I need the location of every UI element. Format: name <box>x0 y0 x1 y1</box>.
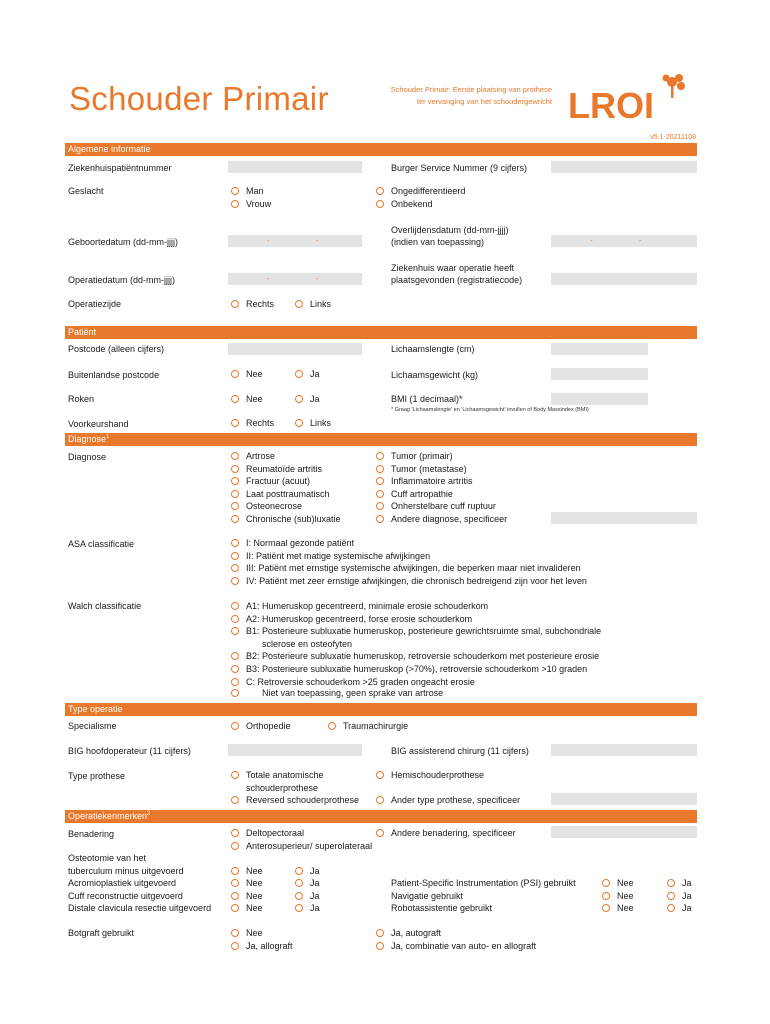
diagnose-option-chronische-subluxatie[interactable]: Chronische (sub)luxatie <box>231 513 341 526</box>
botgraft-option-nee[interactable]: Nee <box>231 927 263 940</box>
tree-icon <box>663 74 686 98</box>
robotassistentie-option-ja[interactable]: Ja <box>667 902 692 915</box>
roken-label: Roken <box>68 394 95 404</box>
asa-classificatie-label: ASA classificatie <box>68 539 135 549</box>
voorkeurshand-label: Voorkeurshand <box>68 419 129 429</box>
ziekenhuispatientnummer-label: Ziekenhuispatiëntnummer <box>68 163 172 173</box>
section-header-type-operatie: Type operatie <box>65 703 697 716</box>
robotassistentie-label: Robotassistentie gebruikt <box>391 903 493 914</box>
big-assisterend-field[interactable] <box>551 744 697 756</box>
ander-type-prothese-field[interactable] <box>551 793 697 805</box>
geboortedatum-label: Geboortedatum (dd-mm-jjjj) <box>68 237 179 247</box>
walch-option-a1[interactable]: A1: Humeruskop gecentreerd, minimale erosie schouderkom <box>231 600 488 613</box>
operatiezijde-label: Operatiezijde <box>68 299 122 309</box>
acromioplastiek-option-nee[interactable]: Nee <box>231 877 263 890</box>
andere-diagnose-field[interactable] <box>551 512 697 524</box>
diagnose-option-laat-posttraumatisch[interactable]: Laat posttraumatisch <box>231 488 330 501</box>
diagnose-option-tumor-primair[interactable]: Tumor (primair) <box>376 450 453 463</box>
operatiezijde-option-rechts[interactable]: Rechts <box>231 298 274 311</box>
buitenlandse-option-ja[interactable]: Ja <box>295 368 320 381</box>
geboortedatum-field[interactable] <box>228 235 362 247</box>
distale-clavicula-option-ja[interactable]: Ja <box>295 902 320 915</box>
diagnose-option-artrose[interactable]: Artrose <box>231 450 275 463</box>
version-label: v5.1-20211108 <box>650 134 696 141</box>
walch-option-b3[interactable]: B3: Posterieure subluxatie humeruskop (>70%), retroversie schouderkom >10 graden <box>231 663 587 676</box>
postcode-field[interactable] <box>228 343 362 355</box>
bmi-field[interactable] <box>551 393 648 405</box>
roken-option-ja[interactable]: Ja <box>295 393 320 406</box>
osteotomie-option-ja[interactable]: Ja <box>295 865 320 878</box>
diagnose-option-onherstelbare-cuff-ruptuur[interactable]: Onherstelbare cuff ruptuur <box>376 500 496 513</box>
big-hoofdoperateur-field[interactable] <box>228 744 362 756</box>
operatiedatum-label: Operatiedatum (dd-mm-jjjj) <box>68 275 176 285</box>
big-assisterend-label: BIG assisterend chirurg (11 cijfers) <box>391 746 529 756</box>
operatiezijde-option-links[interactable]: Links <box>295 298 331 311</box>
osteotomie-label: Osteotomie van het <box>68 853 147 863</box>
botgraft-option-autograft[interactable]: Ja, autograft <box>376 927 441 940</box>
bmi-label: BMI (1 decimaal)* <box>391 394 463 404</box>
diagnose-option-osteonecrose[interactable]: Osteonecrose <box>231 500 302 513</box>
botgraft-option-combinatie[interactable]: Ja, combinatie van auto- en allograft <box>376 940 536 953</box>
geslacht-label: Geslacht <box>68 186 104 196</box>
asa-option-1[interactable]: I: Normaal gezonde patiënt <box>231 537 354 550</box>
walch-option-c[interactable]: C: Retroversie schouderkom >25 graden ongeacht erosie <box>231 676 475 689</box>
lichaamslengte-field[interactable] <box>551 343 648 355</box>
date-separator: - <box>267 236 270 245</box>
ziekenhuis-operatie-sublabel: plaatsgevonden (registratiecode) <box>391 275 523 285</box>
walch-option-b1[interactable]: B1: Posterieure subluxatie humeruskop, posterieure gewrichtsruimte smal, subchondriale <box>231 625 601 638</box>
diagnose-option-reumatoide-artritis[interactable]: Reumatoïde artritis <box>231 463 322 476</box>
buitenlandse-postcode-label: Buitenlandse postcode <box>68 370 160 380</box>
specialisme-option-orthopedie[interactable]: Orthopedie <box>231 720 291 733</box>
walch-option-a2[interactable]: A2: Humeruskop gecentreerd, forse erosie schouderkom <box>231 613 472 626</box>
overlijdensdatum-field[interactable] <box>551 235 697 247</box>
asa-option-2[interactable]: II: Patiënt met matige systemische afwijkingen <box>231 550 430 563</box>
postcode-label: Postcode (alleen cijfers) <box>68 344 165 354</box>
acromioplastiek-option-ja[interactable]: Ja <box>295 877 320 890</box>
benadering-label: Benadering <box>68 829 115 839</box>
diagnose-option-tumor-metastase[interactable]: Tumor (metastase) <box>376 463 467 476</box>
bmi-note: * Graag 'Lichaamslengte' en 'Lichaamsgewicht' invullen of Body Massindex (BMI) <box>391 407 589 413</box>
lroi-logo-graphic <box>568 72 690 124</box>
distale-clavicula-label: Distale clavicula resectie uitgevoerd <box>68 903 212 914</box>
specialisme-option-traumachirurgie[interactable]: Traumachirurgie <box>328 720 408 733</box>
big-hoofdoperateur-label: BIG hoofdoperateur (11 cijfers) <box>68 746 191 756</box>
footnote-marker: 1 <box>106 434 110 440</box>
bsn-field[interactable] <box>551 161 697 173</box>
andere-benadering-field[interactable] <box>551 826 697 838</box>
voorkeurshand-option-rechts[interactable]: Rechts <box>231 417 274 430</box>
geslacht-option-man[interactable]: Man <box>231 185 264 198</box>
type-prothese-label: Type prothese <box>68 771 126 781</box>
overlijdensdatum-sublabel: (indien van toepassing) <box>391 237 485 247</box>
form-title: Schouder Primair <box>69 80 329 117</box>
cuff-reconstructie-option-ja[interactable]: Ja <box>295 890 320 903</box>
psi-option-nee[interactable]: Nee <box>602 877 634 890</box>
geslacht-option-onbekend[interactable]: Onbekend <box>376 198 433 211</box>
diagnose-label: Diagnose <box>68 452 107 462</box>
date-separator: - <box>639 236 642 245</box>
botgraft-option-allograft[interactable]: Ja, allograft <box>231 940 293 953</box>
roken-option-nee[interactable]: Nee <box>231 393 263 406</box>
lichaamsgewicht-field[interactable] <box>551 368 648 380</box>
asa-option-3[interactable]: III: Patiënt met ernstige systemische afwijkingen, die beperken maar niet invalideren <box>231 562 581 575</box>
benadering-option-anterosuperieur[interactable]: Anterosuperieur/ superolateraal <box>231 840 372 853</box>
geslacht-option-vrouw[interactable]: Vrouw <box>231 198 271 211</box>
navigatie-label: Navigatie gebruikt <box>391 890 464 901</box>
osteotomie-option-nee[interactable]: Nee <box>231 865 263 878</box>
walch-option-niet-van-toepassing[interactable]: Niet van toepassing, geen sprake van artrose <box>231 687 443 700</box>
prothese-option-totale-continuation: schouderprothese <box>246 783 319 793</box>
prothese-option-ander-type[interactable]: Ander type prothese, specificeer <box>376 794 520 807</box>
asa-option-4[interactable]: IV: Patiënt met zeer ernstige afwijkingen, die chronisch bedreigend zijn voor het leven <box>231 575 587 588</box>
date-separator: - <box>316 236 319 245</box>
diagnose-option-andere-diagnose[interactable]: Andere diagnose, specificeer <box>376 513 507 526</box>
benadering-option-deltopectoraal[interactable]: Deltopectoraal <box>231 827 304 840</box>
buitenlandse-option-nee[interactable]: Nee <box>231 368 263 381</box>
diagnose-option-fractuur[interactable]: Fractuur (acuut) <box>231 475 310 488</box>
prothese-option-hemi[interactable]: Hemischouderprothese <box>376 769 484 782</box>
walch-classificatie-label: Walch classificatie <box>68 601 142 611</box>
date-separator: - <box>316 274 319 283</box>
ziekenhuis-operatie-label: Ziekenhuis waar operatie heeft <box>391 263 515 273</box>
form-subtitle: Schouder Primair: Eerste plaatsing van prothese ter vervanging van het schoudergewricht <box>390 85 552 106</box>
prothese-option-reversed[interactable]: Reversed schouderprothese <box>231 794 359 807</box>
osteotomie-sublabel: tuberculum minus uitgevoerd <box>68 865 184 876</box>
diagnose-option-cuff-artropathie[interactable]: Cuff artropathie <box>376 488 453 501</box>
operatiedatum-field[interactable] <box>228 273 362 285</box>
lroi-logo-text: LROI <box>568 85 654 124</box>
navigatie-option-ja[interactable]: Ja <box>667 890 692 903</box>
walch-option-b2[interactable]: B2: Posterieure subluxatie humeruskop, retroversie schouderkom met posterieure erosie <box>231 650 599 663</box>
ziekenhuispatientnummer-field[interactable] <box>228 161 362 173</box>
prothese-option-totale-anatomische[interactable]: Totale anatomische <box>231 769 324 782</box>
voorkeurshand-option-links[interactable]: Links <box>295 417 331 430</box>
lroi-logo <box>568 72 690 124</box>
footnote-marker: 2 <box>147 811 151 817</box>
benadering-option-andere[interactable]: Andere benadering, specificeer <box>376 827 516 840</box>
section-header-algemeen: Algemene informatie <box>65 143 697 156</box>
lichaamslengte-label: Lichaamslengte (cm) <box>391 344 475 354</box>
navigatie-option-nee[interactable]: Nee <box>602 890 634 903</box>
psi-option-ja[interactable]: Ja <box>667 877 692 890</box>
psi-label: Patient-Specific Instrumentation (PSI) gebruikt <box>391 878 576 889</box>
date-separator: - <box>267 274 270 283</box>
cuff-reconstructie-option-nee[interactable]: Nee <box>231 890 263 903</box>
acromioplastiek-label: Acromioplastiek uitgevoerd <box>68 878 177 889</box>
date-separator: - <box>590 236 593 245</box>
distale-clavicula-option-nee[interactable]: Nee <box>231 902 263 915</box>
diagnose-option-inflammatoire-artritis[interactable]: Inflammatoire artritis <box>376 475 473 488</box>
cuff-reconstructie-label: Cuff reconstructie uitgevoerd <box>68 890 183 901</box>
specialisme-label: Specialisme <box>68 721 117 731</box>
robotassistentie-option-nee[interactable]: Nee <box>602 902 634 915</box>
walch-b1-continuation: sclerose en osteofyten <box>262 638 353 649</box>
bsn-label: Burger Service Nummer (9 cijfers) <box>391 163 528 173</box>
lichaamsgewicht-label: Lichaamsgewicht (kg) <box>391 370 479 380</box>
overlijdensdatum-label: Overlijdensdatum (dd-mm-jjjj) <box>391 225 509 235</box>
section-header-patient: Patiënt <box>65 326 697 339</box>
section-title: Diagnose <box>68 434 107 444</box>
geslacht-option-ongedifferentieerd[interactable]: Ongedifferentieerd <box>376 185 465 198</box>
botgraft-label: Botgraft gebruikt <box>68 928 135 938</box>
section-title: Operatiekenmerken <box>68 811 148 821</box>
section-header-diagnose <box>65 433 697 446</box>
ziekenhuis-operatie-field[interactable] <box>551 273 697 285</box>
section-header-operatiekenmerken <box>65 810 697 823</box>
